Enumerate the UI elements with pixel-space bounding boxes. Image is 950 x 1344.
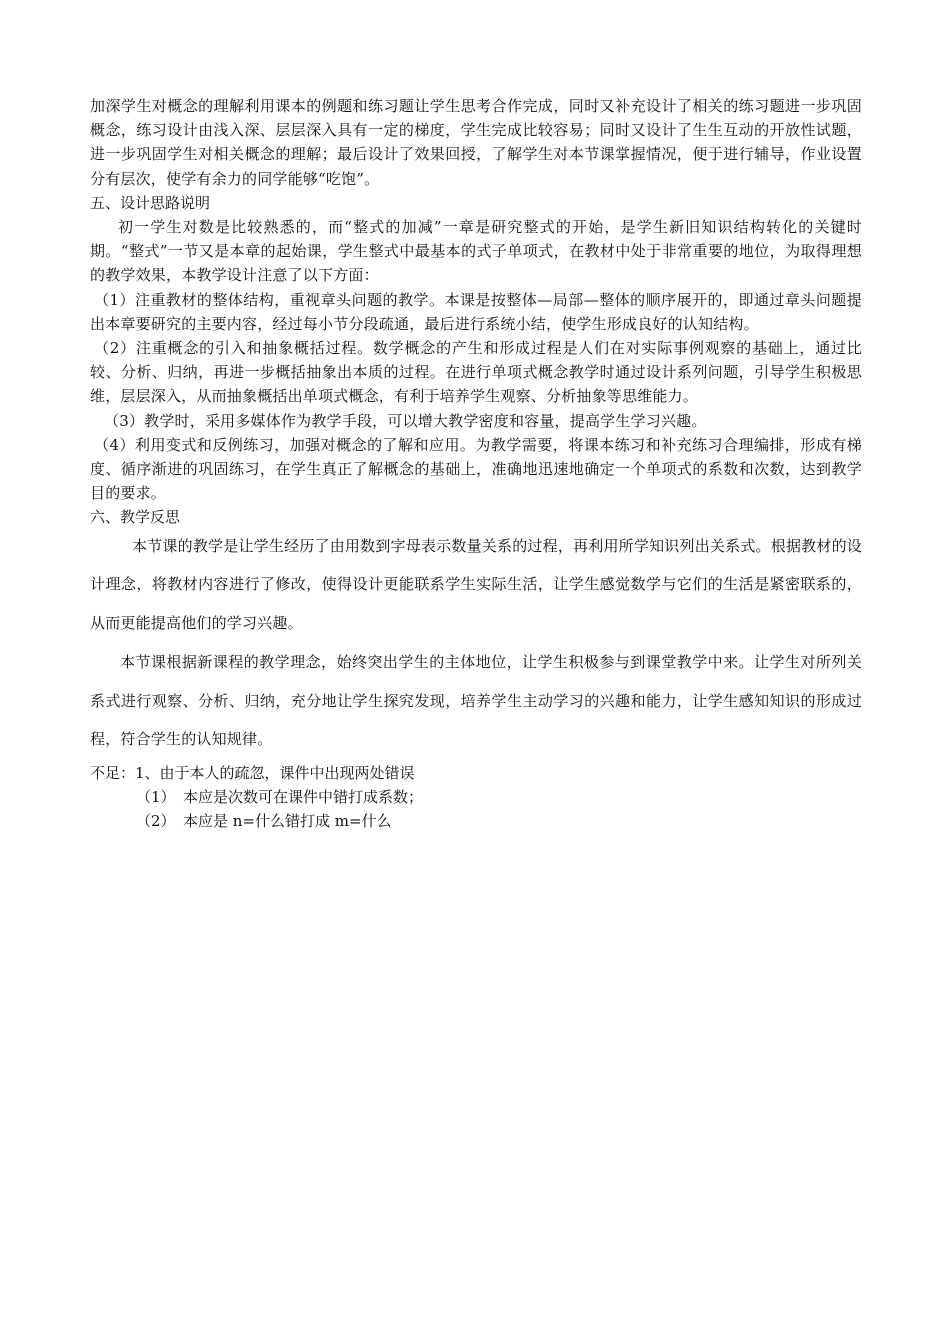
shortcoming-item-2: （2） 本应是 n=什么错打成 m=什么 — [136, 812, 392, 831]
shortcoming-heading: 不足：1、由于本人的疏忽，课件中出现两处错误 — [90, 763, 415, 782]
section-six-heading: 六、教学反思 — [90, 508, 181, 527]
reflection-paragraph-1: 本节课的教学是让学生经历了由用数到字母表示数量关系的过程，再利用所学知识列出关系式。根据教材的设计理念，将教材内容进行了修改，使得设计更能联系学生实际生活，让学生感觉数学与它们的生活是紧密联系的，从而更能提高他们的学习兴趣。 — [90, 536, 862, 632]
section-five-heading: 五、设计思路说明 — [90, 193, 211, 212]
section-five-item-2: （2）注重概念的引入和抽象概括过程。数学概念的产生和形成过程是人们在对实际事例观察的基础上，通过比较、分析、归纳，再进一步概括抽象出本质的过程。在进行单项式概念教学时通过设计系列问题，引导学生积极思维，层层深入，从而抽象概括出单项式概念，有利于培养学生观察、分析抽象等思维能力。 — [90, 339, 862, 406]
intro-paragraph: 加深学生对概念的理解利用课本的例题和练习题让学生思考合作完成，同时又补充设计了相关的练习题进一步巩固概念，练习设计由浅入深、层层深入具有一定的梯度，学生完成比较容易；同时又设计了生生互动的开放性试题，进一步巩固学生对相关概念的理解；最后设计了效果回授，了解学生对本节课掌握情况，便于进行辅导，作业设置分有层次，使学有余力的同学能够“吃饱”。 — [90, 97, 862, 188]
section-five-item-3: （3）教学时，采用多媒体作为教学手段，可以增大教学密度和容量，提高学生学习兴趣。 — [104, 411, 707, 430]
document-page — [90, 94, 862, 834]
shortcoming-item-1: （1） 本应是次数可在课件中错打成系数； — [136, 787, 424, 806]
section-five-item-4: （4）利用变式和反例练习，加强对概念的了解和应用。为教学需要，将课本练习和补充练习合理编排，形成有梯度、循序渐进的巩固练习，在学生真正了解概念的基础上，准确地迅速地确定一个单项式的系数和次数，达到教学目的要求。 — [90, 435, 862, 503]
section-five-paragraph: 初一学生对数是比较熟悉的，而“整式的加减”一章是研究整式的开始，是学生新旧知识结构转化的关键时期。“整式”一节又是本章的起始课，学生整式中最基本的式子单项式，在教材中处于非常重要的地位，为取得理想的教学效果，本教学设计注意了以下方面： — [90, 218, 862, 285]
reflection-paragraph-2: 本节课根据新课程的教学理念，始终突出学生的主体地位，让学生积极参与到课堂教学中来。让学生对所列关系式进行观察、分析、归纳，充分地让学生探究发现，培养学生主动学习的兴趣和能力，让学生感知知识的形成过程，符合学生的认知规律。 — [90, 653, 862, 749]
section-five-item-1: （1）注重教材的整体结构，重视章头问题的教学。本课是按整体—局部—整体的顺序展开的，即通过章头问题提出本章要研究的主要内容，经过每小节分段疏通，最后进行系统小结，使学生形成良好的认知结构。 — [90, 290, 862, 333]
